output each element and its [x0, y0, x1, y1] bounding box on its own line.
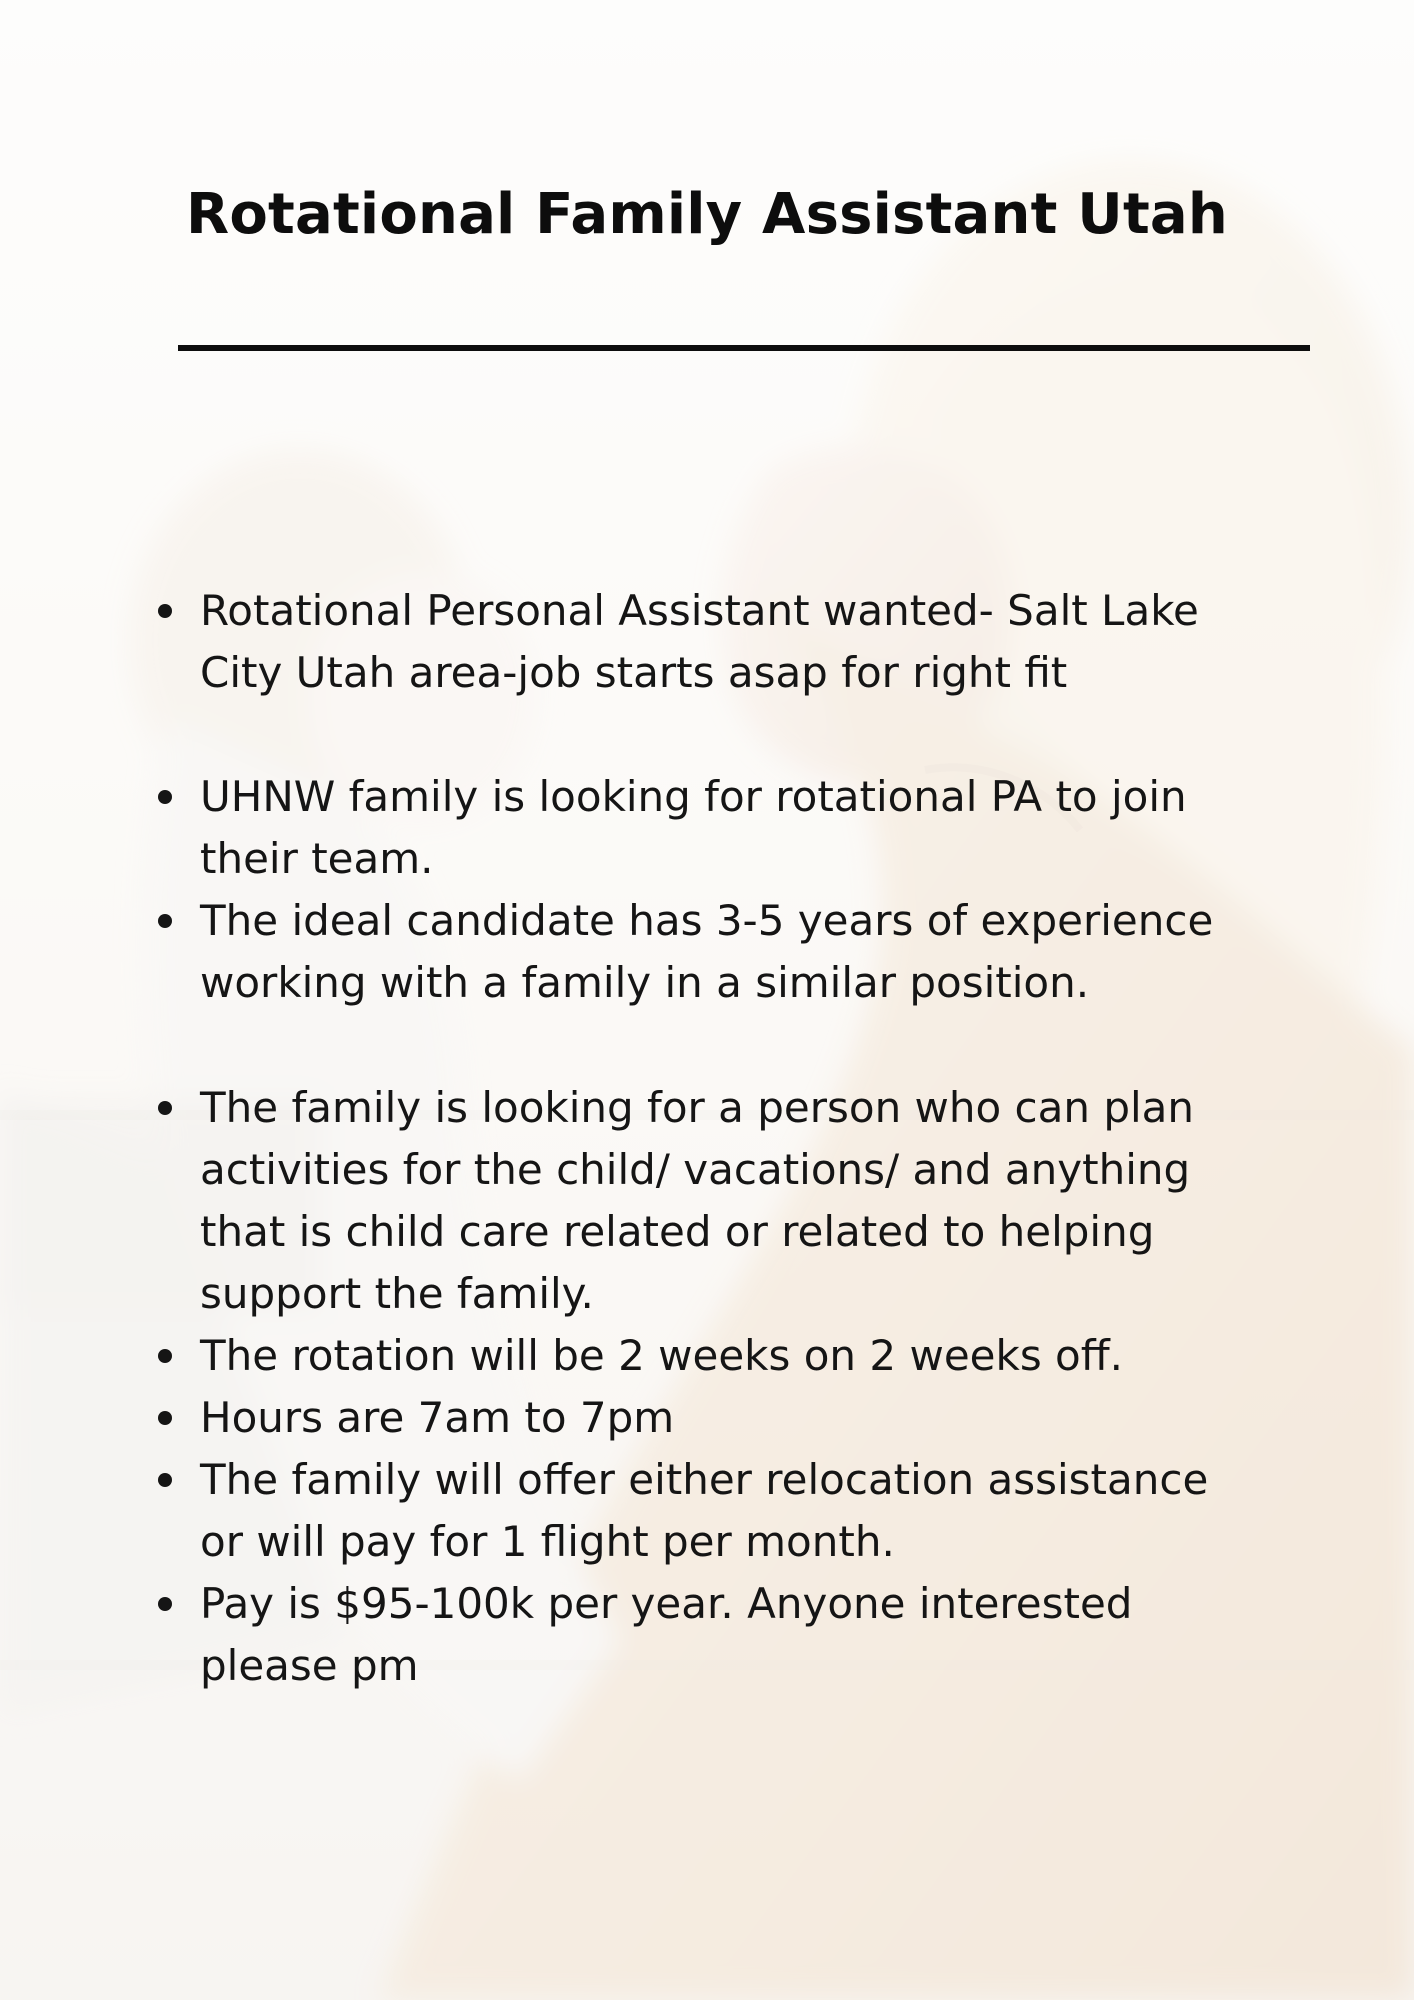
list-item-text: Hours are 7am to 7pm: [200, 1393, 675, 1442]
bullet-point-icon: [158, 1101, 172, 1115]
list-item-text: The rotation will be 2 weeks on 2 weeks off.: [200, 1331, 1124, 1380]
list-item: [150, 766, 1260, 890]
list-item: [150, 1077, 1260, 1325]
bullet-point-icon: [158, 1597, 172, 1611]
list-item: [150, 1325, 1260, 1387]
bullet-group-1: [150, 580, 1260, 704]
list-item: [150, 1449, 1260, 1573]
bullet-point-icon: [158, 1349, 172, 1363]
list-item-text: The ideal candidate has 3-5 years of experience working with a family in a similar position.: [200, 896, 1214, 1007]
bullet-point-icon: [158, 1473, 172, 1487]
list-item: [150, 890, 1260, 1014]
list-item-text: Pay is $95-100k per year. Anyone interested please pm: [200, 1579, 1133, 1690]
list-item-text: UHNW family is looking for rotational PA to join their team.: [200, 772, 1187, 883]
list-item-text: The family will offer either relocation assistance or will pay for 1 flight per month.: [200, 1455, 1209, 1566]
list-item: [150, 580, 1260, 704]
list-item: [150, 1387, 1260, 1449]
title-divider: [178, 345, 1310, 351]
list-item-text: The family is looking for a person who can plan activities for the child/ vacations/ and anything that is child care related or related to helping support the family.: [200, 1083, 1195, 1318]
page-title: Rotational Family Assistant Utah: [186, 182, 1228, 247]
bullet-group-3: [150, 1077, 1260, 1697]
bullet-point-icon: [158, 914, 172, 928]
bullet-point-icon: [158, 604, 172, 618]
list-item: [150, 1573, 1260, 1697]
list-item-text: Rotational Personal Assistant wanted- Salt Lake City Utah area-job starts asap for right fit: [200, 586, 1199, 697]
bullet-point-icon: [158, 1411, 172, 1425]
bullet-point-icon: [158, 790, 172, 804]
bullet-group-2: [150, 766, 1260, 1014]
